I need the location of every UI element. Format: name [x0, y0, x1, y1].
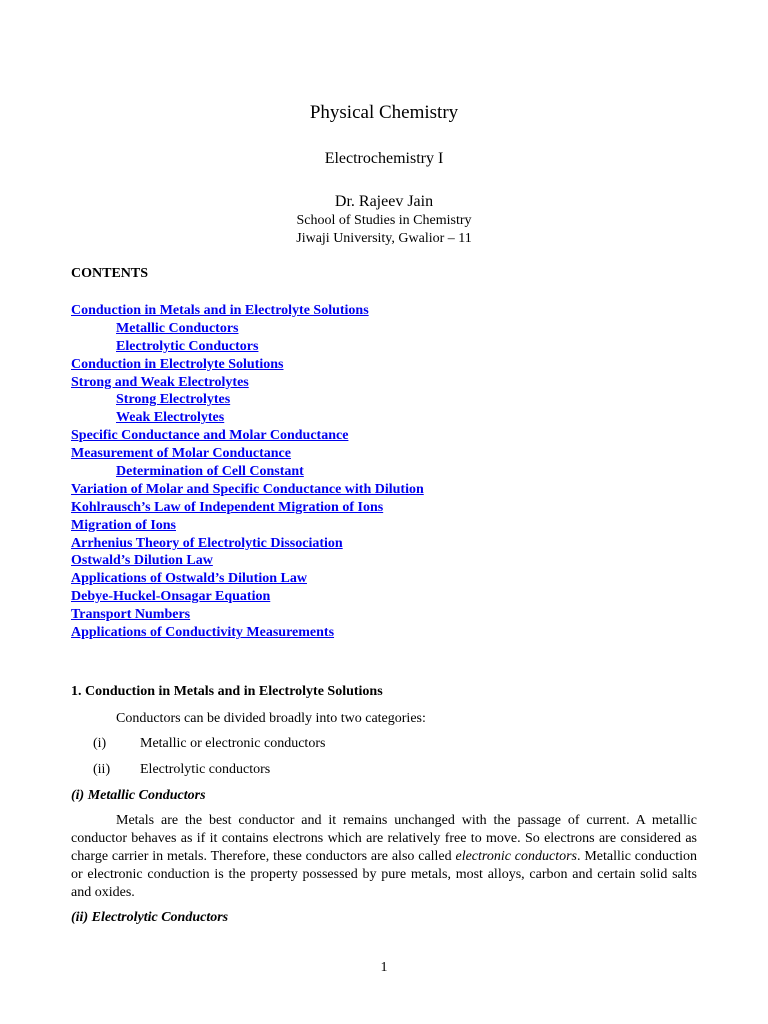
metallic-conductors-heading: (i) Metallic Conductors: [71, 788, 206, 803]
toc-link[interactable]: Transport Numbers: [71, 607, 191, 623]
toc-link[interactable]: Arrhenius Theory of Electrolytic Dissociation: [71, 535, 343, 551]
toc-link[interactable]: Ostwald’s Dilution Law: [71, 553, 213, 569]
toc-item: [71, 356, 424, 374]
toc-link[interactable]: Specific Conductance and Molar Conductance: [71, 428, 349, 444]
toc-item: [71, 552, 424, 570]
toc-item: [71, 374, 424, 392]
toc-item: [71, 409, 424, 427]
contents-heading: CONTENTS: [71, 266, 149, 281]
toc-link[interactable]: Strong Electrolytes: [116, 392, 231, 408]
toc-link[interactable]: Determination of Cell Constant: [116, 464, 304, 480]
emphasized-term: electronic conductors: [455, 848, 577, 864]
toc-item: [71, 338, 424, 356]
affiliation-university: Jiwaji University, Gwalior – 11: [296, 231, 472, 246]
toc-item: [71, 391, 424, 409]
toc-link[interactable]: Electrolytic Conductors: [116, 338, 259, 354]
toc-link[interactable]: Metallic Conductors: [116, 320, 239, 336]
document-subtitle: Electrochemistry I: [324, 150, 444, 167]
toc-item: [71, 320, 424, 338]
toc-item: [71, 481, 424, 499]
toc-item: [71, 588, 424, 606]
toc-item: [71, 302, 424, 320]
toc-link[interactable]: Measurement of Molar Conductance: [71, 446, 291, 462]
toc-item: [71, 463, 424, 481]
toc-item: [71, 499, 424, 517]
toc-item: [71, 535, 424, 553]
author-name: Dr. Rajeev Jain: [334, 193, 434, 210]
page-number: 1: [380, 960, 388, 975]
document-title: Physical Chemistry: [309, 102, 459, 123]
toc-link[interactable]: Strong and Weak Electrolytes: [71, 374, 249, 390]
table-of-contents: [71, 302, 424, 642]
toc-link[interactable]: Applications of Conductivity Measurements: [71, 625, 335, 641]
list-item-number: (i): [93, 736, 107, 751]
paragraph-text: Metals are the best conductor and it remains unchanged with the passage of current. A metallic conductor behaves as if it contains electrons which are relatively free to move. So electrons are considered as charge carrier in metals. Therefore, these conductors are also called: [71, 813, 697, 864]
toc-link[interactable]: Weak Electrolytes: [116, 410, 225, 426]
toc-item: [71, 624, 424, 642]
toc-item: [71, 570, 424, 588]
toc-link[interactable]: Applications of Ostwald’s Dilution Law: [71, 571, 307, 587]
toc-link[interactable]: Variation of Molar and Specific Conductance with Dilution: [71, 481, 424, 497]
metallic-conductors-paragraph: [71, 812, 697, 902]
toc-link[interactable]: Debye-Huckel-Onsagar Equation: [71, 589, 271, 605]
toc-item: [71, 427, 424, 445]
list-item-number: (ii): [93, 762, 111, 777]
toc-link[interactable]: Conduction in Electrolyte Solutions: [71, 356, 284, 372]
list-item-text: Metallic or electronic conductors: [140, 736, 326, 751]
toc-link[interactable]: Kohlrausch’s Law of Independent Migration of Ions: [71, 499, 384, 515]
list-item-text: Electrolytic conductors: [140, 762, 271, 777]
affiliation-school: School of Studies in Chemistry: [296, 213, 472, 228]
section-1-intro: Conductors can be divided broadly into two categories:: [116, 711, 426, 726]
toc-item: [71, 445, 424, 463]
toc-link[interactable]: Conduction in Metals and in Electrolyte Solutions: [71, 303, 369, 318]
toc-link[interactable]: Migration of Ions: [71, 517, 176, 533]
toc-item: [71, 517, 424, 535]
section-1-heading: 1. Conduction in Metals and in Electrolyte Solutions: [71, 684, 383, 699]
electrolytic-conductors-heading: (ii) Electrolytic Conductors: [71, 910, 229, 925]
paragraph-text: . Metallic conduction or electronic conduction is the property possessed by pure metals, most alloys, carbon and certain solid salts and oxides.: [71, 848, 697, 900]
toc-item: [71, 606, 424, 624]
